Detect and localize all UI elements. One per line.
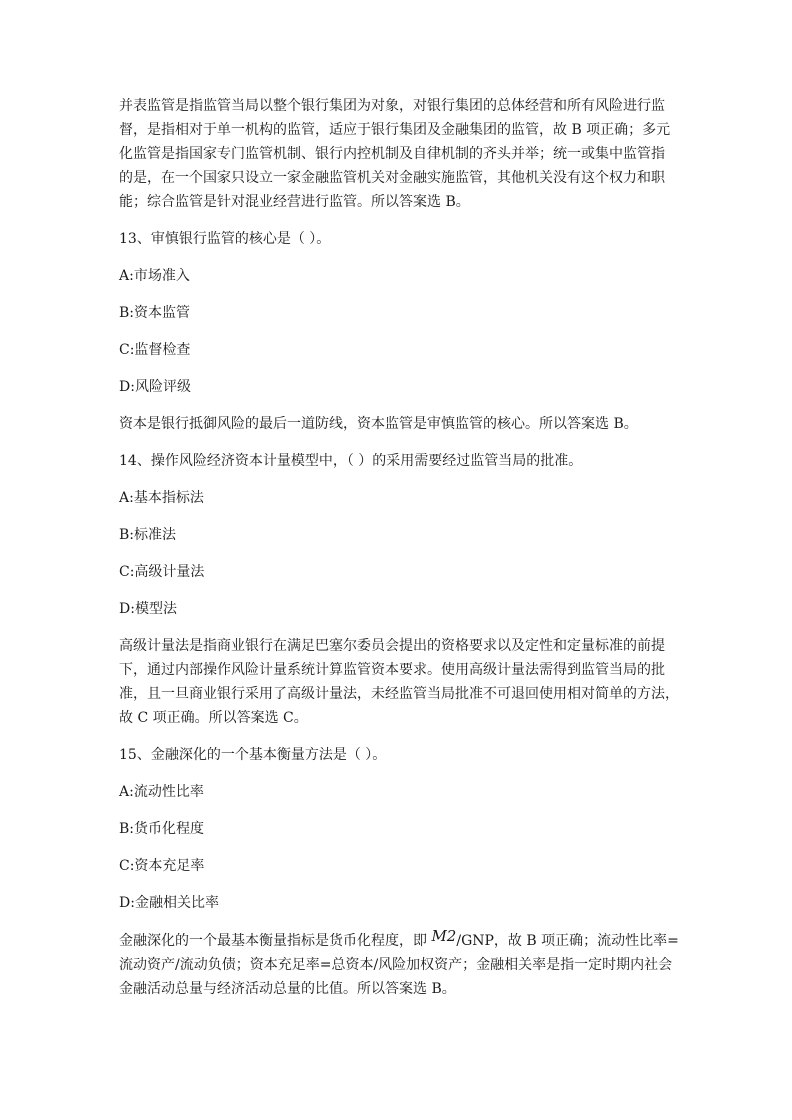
text-line: 流动资产/流动负债；资本充足率=总资本/风险加权资产；金融相关率是指一定时期内社会	[119, 957, 673, 973]
document-page	[119, 94, 679, 1014]
q13-option-b: B:资本监管	[119, 305, 191, 321]
q14-option-d: D:模型法	[119, 601, 177, 617]
text-line: 化监管是指国家专门监管机制、银行内控机制及自律机制的齐头并举；统一或集中监管指	[119, 146, 665, 162]
question-15: 15、金融深化的一个基本衡量方法是（ ）。	[119, 747, 387, 763]
q13-option-a: A:市场准入	[119, 268, 190, 284]
text-line: 能；综合监管是针对混业经营进行监管。所以答案选 B。	[119, 194, 470, 210]
text-line: 并表监管是指监管当局以整个银行集团为对象，对银行集团的总体经营和所有风险进行监	[119, 98, 665, 114]
q14-explanation	[119, 634, 679, 730]
text-line: 高级计量法是指商业银行在满足巴塞尔委员会提出的资格要求以及定性和定量标准的前提	[119, 638, 665, 654]
q13-option-d: D:风险评级	[119, 379, 191, 395]
q15-option-c: C:资本充足率	[119, 858, 205, 874]
text-fragment: /GNP，故 B 项正确；流动性比率=	[456, 933, 679, 949]
m2-symbol: M2	[431, 927, 457, 945]
text-line: 准，且一旦商业银行采用了高级计量法，未经监管当局批准不可退回使用相对简单的方法，	[119, 686, 679, 702]
text-line: 资本是银行抵御风险的最后一道防线，资本监管是审慎监管的核心。所以答案选 B。	[119, 416, 638, 432]
q14-option-a: A:基本指标法	[119, 490, 204, 506]
q14-option-c: C:高级计量法	[119, 564, 205, 580]
text-line: 金融活动总量与经济活动总量的比值。所以答案选 B。	[119, 981, 456, 997]
text-fragment: 金融深化的一个最基本衡量指标是货币化程度，即	[119, 933, 432, 949]
question-13: 13、审慎银行监管的核心是（ ）。	[119, 231, 331, 247]
q13-option-c: C:监督检查	[119, 342, 191, 358]
q14-option-b: B:标准法	[119, 527, 177, 543]
text-line: 故 C 项正确。所以答案选 C。	[119, 710, 308, 726]
text-line	[119, 928, 679, 953]
q15-option-a: A:流动性比率	[119, 784, 204, 800]
q15-explanation	[119, 928, 679, 1001]
q15-option-b: B:货币化程度	[119, 821, 205, 837]
q13-explanation	[119, 412, 679, 436]
intro-explanation	[119, 94, 679, 214]
q15-option-d: D:金融相关比率	[119, 895, 219, 911]
question-14: 14、操作风险经济资本计量模型中，（ ）的采用需要经过监管当局的批准。	[119, 453, 583, 469]
text-line: 下，通过内部操作风险计量系统计算监管资本要求。使用高级计量法需得到监管当局的批	[119, 662, 665, 678]
text-line: 督，是指相对于单一机构的监管，适应于银行集团及金融集团的监管，故 B 项正确；多元	[119, 122, 671, 138]
text-line: 的是，在一个国家只设立一家金融监管机关对金融实施监管，其他机关没有这个权力和职	[119, 170, 665, 186]
